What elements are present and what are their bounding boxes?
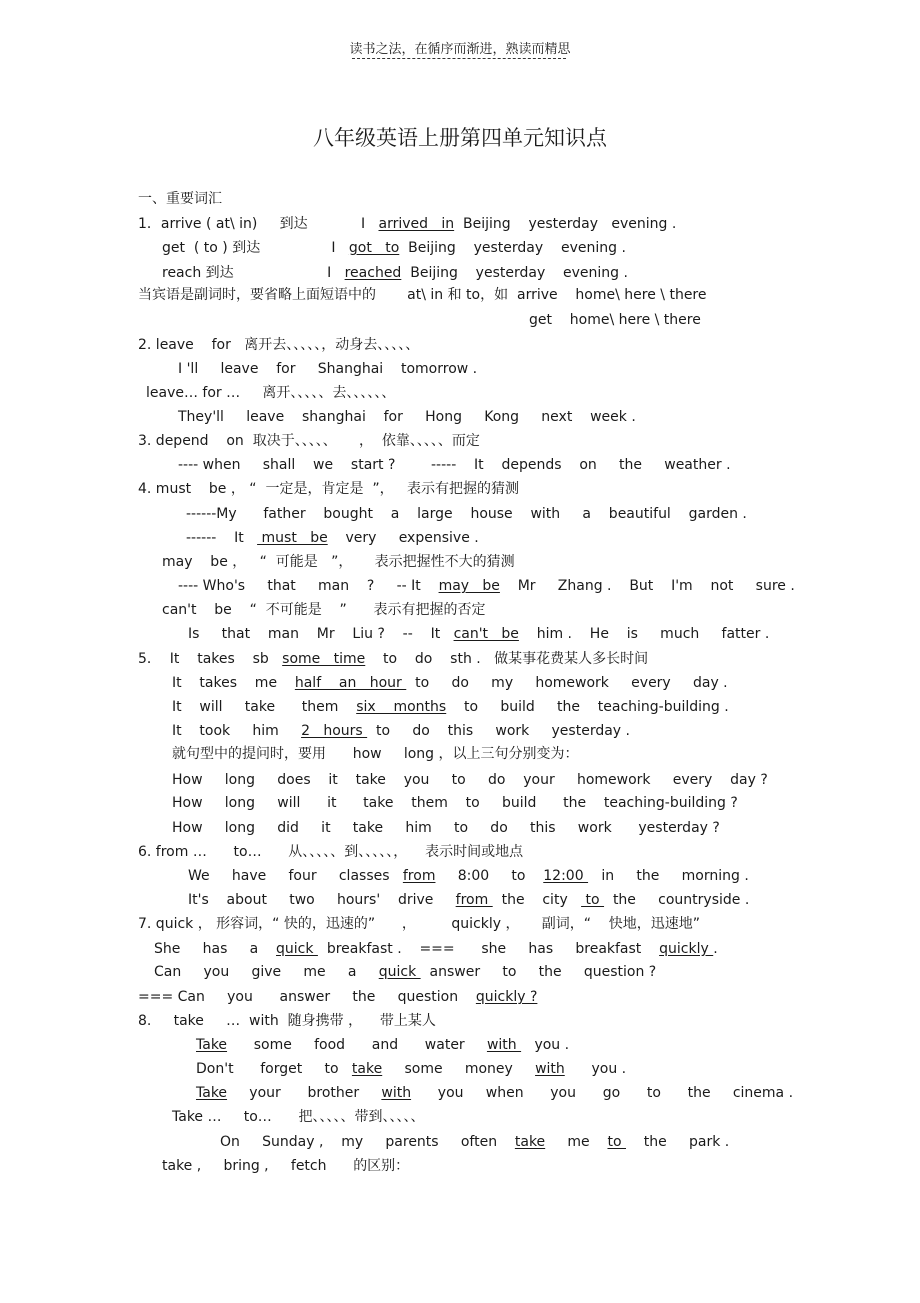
text-segment: Is that man Mr Liu ? -- It xyxy=(188,626,454,642)
blank-answer: take xyxy=(351,1061,383,1077)
text-segment: It will take them xyxy=(172,699,357,715)
text-segment: I 'll leave for Shanghai tomorrow . xyxy=(178,361,478,377)
blank-answer: can't be xyxy=(453,626,519,642)
blank-answer: quick xyxy=(378,964,421,980)
text-line xyxy=(138,989,537,1005)
blank-answer: half an hour xyxy=(294,675,407,691)
text-segment: 当宾语是副词时，要省略上面短语中的 at\ in 和 to，如 arrive home\ here \ there xyxy=(138,287,707,303)
text-segment: ------ It xyxy=(186,530,258,546)
text-line xyxy=(162,554,515,570)
text-line xyxy=(172,699,729,715)
text-segment: you . xyxy=(521,1037,570,1053)
text-segment: to build the teaching-building . xyxy=(446,699,729,715)
text-segment: some money xyxy=(382,1061,536,1077)
blank-answer: quickly xyxy=(659,941,714,957)
document-title: 八年级英语上册第四单元知识点 xyxy=(313,126,607,150)
blank-answer: Take xyxy=(196,1037,228,1053)
text-segment: ---- Who's that man ? -- It xyxy=(178,578,439,594)
text-line xyxy=(186,530,479,546)
text-segment: me xyxy=(545,1134,608,1150)
text-line xyxy=(172,820,720,836)
blank-answer: from xyxy=(402,868,436,884)
blank-answer: may be xyxy=(438,578,500,594)
text-segment: answer to the question ? xyxy=(420,964,657,980)
text-segment: . xyxy=(713,941,718,957)
text-line xyxy=(186,506,747,522)
text-line xyxy=(138,337,419,353)
text-segment: She has a xyxy=(154,941,277,957)
blank-answer: Take xyxy=(196,1085,228,1101)
text-segment: some food and water xyxy=(227,1037,487,1053)
blank-answer: from xyxy=(455,892,493,908)
text-segment: How long does it take you to do your homework every day ? xyxy=(172,772,768,788)
page-header: 读书之法，在循序而渐进，熟读而精思 xyxy=(349,42,571,57)
blank-answer: to xyxy=(607,1134,626,1150)
text-segment: leave… for … 离开、、、、、去、、、、、、 xyxy=(146,385,396,401)
text-line xyxy=(172,795,738,811)
text-segment: you when you go to the cinema . xyxy=(411,1085,794,1101)
text-segment: 4. must be ， “ 一定是，肯定是 ”， 表示有把握的猜测 xyxy=(138,481,519,497)
blank-answer: must be xyxy=(257,530,328,546)
text-line xyxy=(188,626,769,642)
text-line xyxy=(138,433,480,449)
text-segment: reach 到达 I xyxy=(162,265,345,281)
text-segment: Beijing yesterday evening . xyxy=(401,265,628,281)
text-line xyxy=(138,916,700,932)
text-segment: On Sunday , my parents often xyxy=(220,1134,515,1150)
text-line xyxy=(138,651,648,667)
text-segment: ------My father bought a large house with a beautiful garden . xyxy=(186,506,747,522)
text-segment: can't be “ 不可能是 ” 表示有把握的否定 xyxy=(162,602,486,618)
blank-answer: some time xyxy=(282,651,366,667)
text-line xyxy=(178,361,477,377)
text-segment: Beijing yesterday evening . xyxy=(399,240,626,256)
text-segment: 3. depend on 取决于、、、、、 ， 依靠、、、、、而定 xyxy=(138,433,480,449)
text-line xyxy=(172,746,579,762)
blank-answer: quickly ? xyxy=(475,989,538,1005)
text-segment: to do my homework every day . xyxy=(406,675,728,691)
text-line xyxy=(138,481,519,497)
text-segment: to do this work yesterday . xyxy=(367,723,630,739)
blank-answer: 2 hours xyxy=(301,723,368,739)
text-segment: take , bring , fetch 的区别： xyxy=(162,1158,410,1174)
text-line xyxy=(138,287,707,303)
text-segment: 7. quick ， 形容词，“ 快的，迅速的” ， quickly ， 副词，“ 快地，迅速地” xyxy=(138,916,701,932)
text-segment: 1．arrive ( at\ in) 到达 I xyxy=(138,216,379,232)
text-line xyxy=(138,1013,436,1029)
blank-answer: six months xyxy=(356,699,447,715)
text-segment: Beijing yesterday evening . xyxy=(454,216,677,232)
text-segment: you . xyxy=(564,1061,627,1077)
blank-answer: with xyxy=(381,1085,412,1101)
text-segment: him . He is much fatter . xyxy=(518,626,770,642)
text-line xyxy=(529,312,701,328)
text-segment: 5． It takes sb xyxy=(138,651,283,667)
text-segment: get home\ here \ there xyxy=(529,312,701,328)
text-line xyxy=(162,1158,409,1174)
blank-answer: with xyxy=(535,1061,565,1077)
text-segment: How long did it take him to do this work yesterday ? xyxy=(172,820,720,836)
text-segment: 8. take … with 随身携带 ， 带上某人 xyxy=(138,1013,436,1029)
blank-answer: take xyxy=(514,1134,546,1150)
text-line xyxy=(172,675,728,691)
text-segment: your brother xyxy=(227,1085,382,1101)
blank-answer: with xyxy=(486,1037,522,1053)
text-segment: It takes me xyxy=(172,675,295,691)
blank-answer: 12:00 xyxy=(543,868,589,884)
text-segment: ---- when shall we start ? ----- It depends on the weather . xyxy=(178,457,731,473)
text-segment: 一、重要词汇 xyxy=(138,191,222,207)
text-line xyxy=(188,892,749,908)
text-line xyxy=(196,1037,569,1053)
text-segment: Mr Zhang . But I'm not sure . xyxy=(499,578,795,594)
text-line xyxy=(172,772,768,788)
blank-answer: to xyxy=(581,892,605,908)
text-segment: breakfast . === she has breakfast xyxy=(317,941,660,957)
text-line xyxy=(220,1134,729,1150)
blank-answer: reached xyxy=(344,265,402,281)
text-line xyxy=(154,941,718,957)
text-line xyxy=(178,457,731,473)
text-segment: === Can you answer the question xyxy=(138,989,476,1005)
text-line xyxy=(138,844,523,860)
text-line xyxy=(178,409,636,425)
text-line xyxy=(172,1109,425,1125)
text-line xyxy=(154,964,656,980)
text-segment: the park . xyxy=(626,1134,730,1150)
text-segment: may be ， “ 可能是 ”， 表示把握性不大的猜测 xyxy=(162,554,515,570)
text-segment: It's about two hours' drive xyxy=(188,892,456,908)
text-segment: They'll leave shanghai for Hong Kong next week . xyxy=(178,409,636,425)
text-segment: How long will it take them to build the teaching-building ? xyxy=(172,795,738,811)
text-segment: to do sth . 做某事花费某人多长时间 xyxy=(365,651,649,667)
text-line xyxy=(196,1061,626,1077)
text-line xyxy=(188,868,749,884)
text-line xyxy=(172,723,630,739)
text-segment: 就句型中的提问时，要用 how long ，以上三句分别变为： xyxy=(172,746,579,762)
text-segment: in the morning . xyxy=(588,868,749,884)
text-segment: get ( to ) 到达 I xyxy=(162,240,349,256)
text-line xyxy=(162,602,486,618)
text-segment: the city xyxy=(492,892,582,908)
blank-answer: arrived in xyxy=(378,216,455,232)
blank-answer: quick xyxy=(276,941,318,957)
text-segment: 8:00 to xyxy=(435,868,544,884)
text-segment: Take … to… 把、、、、、带到、、、、、 xyxy=(172,1109,425,1125)
text-segment: Don't forget to xyxy=(196,1061,352,1077)
text-segment: Can you give me a xyxy=(154,964,379,980)
text-segment: We have four classes xyxy=(188,868,403,884)
text-line xyxy=(138,191,222,207)
text-line xyxy=(162,265,628,281)
text-line xyxy=(138,216,676,232)
text-line xyxy=(146,385,395,401)
text-segment: very expensive . xyxy=(327,530,479,546)
text-segment: 6. from … to… 从、、、、、到、、、、、， 表示时间或地点 xyxy=(138,844,524,860)
text-line xyxy=(178,578,795,594)
header-divider xyxy=(352,58,566,59)
text-segment: It took him xyxy=(172,723,302,739)
blank-answer: got to xyxy=(348,240,400,256)
text-segment: 2. leave for 离开去、、、、、，动身去、、、、、 xyxy=(138,337,420,353)
text-segment: the countryside . xyxy=(604,892,750,908)
text-line xyxy=(162,240,626,256)
text-line xyxy=(196,1085,793,1101)
